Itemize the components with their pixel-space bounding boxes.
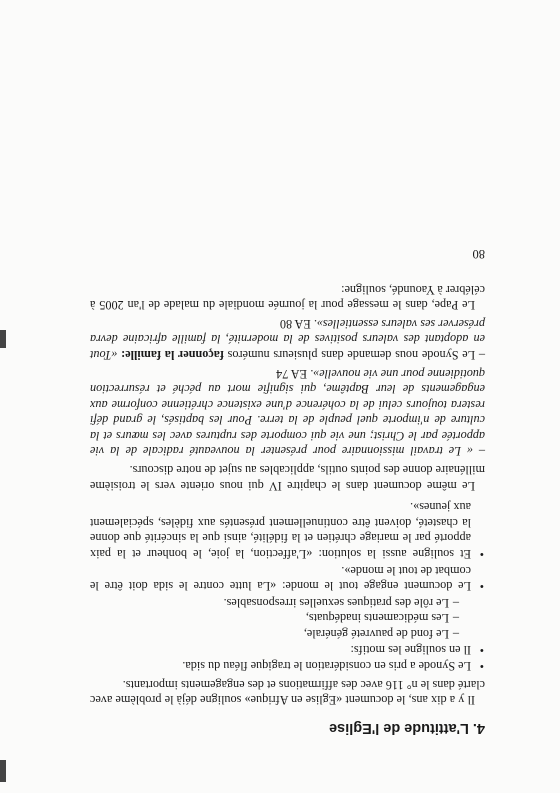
list-item: – Les médicaments inadéquats, xyxy=(90,610,459,626)
list-item: • Le Synode a pris en considération le tragique fléau du sida. xyxy=(90,658,485,674)
page-number: 80 xyxy=(472,246,485,261)
scan-edge-mark xyxy=(0,330,6,348)
motifs-sublist xyxy=(90,594,471,641)
intro-paragraph: Il y a dix ans, le document «Eglise en Afrique» souligne déjà le problème avec clarté dans le n° 116 avec des affirmations et des engagements importants. xyxy=(90,677,485,708)
list-item: • Le document engage tout le monde: «La lutte contre le sida doit être le combat de tout le monde». xyxy=(90,562,485,593)
chapter-iv-paragraph: Le même document dans le chapitre IV qui nous oriente vers le troisième millénaire donne des points outils, applicables au sujet de notre discours. xyxy=(90,463,485,493)
family-paragraph: – Le Synode nous demande dans plusieurs numéros façonner la famille: «Tout en adoptant des valeurs positives de la modernité, la famille africaine devra préserver ses valeurs essentielles». EA 80 xyxy=(90,316,485,362)
list-item: – Le rôle des pratiques sexuelles irresponsables. xyxy=(90,594,459,610)
list-item: • Il en souligne les motifs: – Le fond de pauvreté générale, – Les médicaments inadéquats, – Le rôle des pratiques sexuelles irresponsables. xyxy=(90,594,485,656)
section-title: 4. L'attitude de l'Eglise xyxy=(329,720,485,736)
missionary-quote: – « Le travail missionnaire pour présenter la nouveauté radicale de la vie apportée par le Christ; une vie qui comporte des ruptures avec les mœurs et la culture de n'importe quel peuple de la terre. Pour les baptisés, le grand défi restera toujours celui de la cohérence d'une existence chrétienne conforme aux engagements de leur Baptême, qui signifie mort au péché et résurrection quotidienne pour une vie nouvelle». EA 74 xyxy=(90,366,485,459)
page-content xyxy=(90,55,485,735)
pope-message-paragraph: Le Pape, dans le message pour la journée mondiale du malade de l'an 2005 à célébrer à Yaoundé, souligne: xyxy=(90,282,485,313)
list-item: • Et souligne aussi la solution: «L'affection, la joie, le bonheur et la paix apporté par le mariage chrétien et la fidélité, ainsi que la sincérité que donne la chasteté, doivent être continuellement présentés aux fidèles, spécialement aux jeunes». xyxy=(90,499,485,561)
scan-edge-mark xyxy=(0,760,6,782)
synod-points-list xyxy=(90,499,485,674)
list-item: – Le fond de pauvreté générale, xyxy=(90,625,459,641)
